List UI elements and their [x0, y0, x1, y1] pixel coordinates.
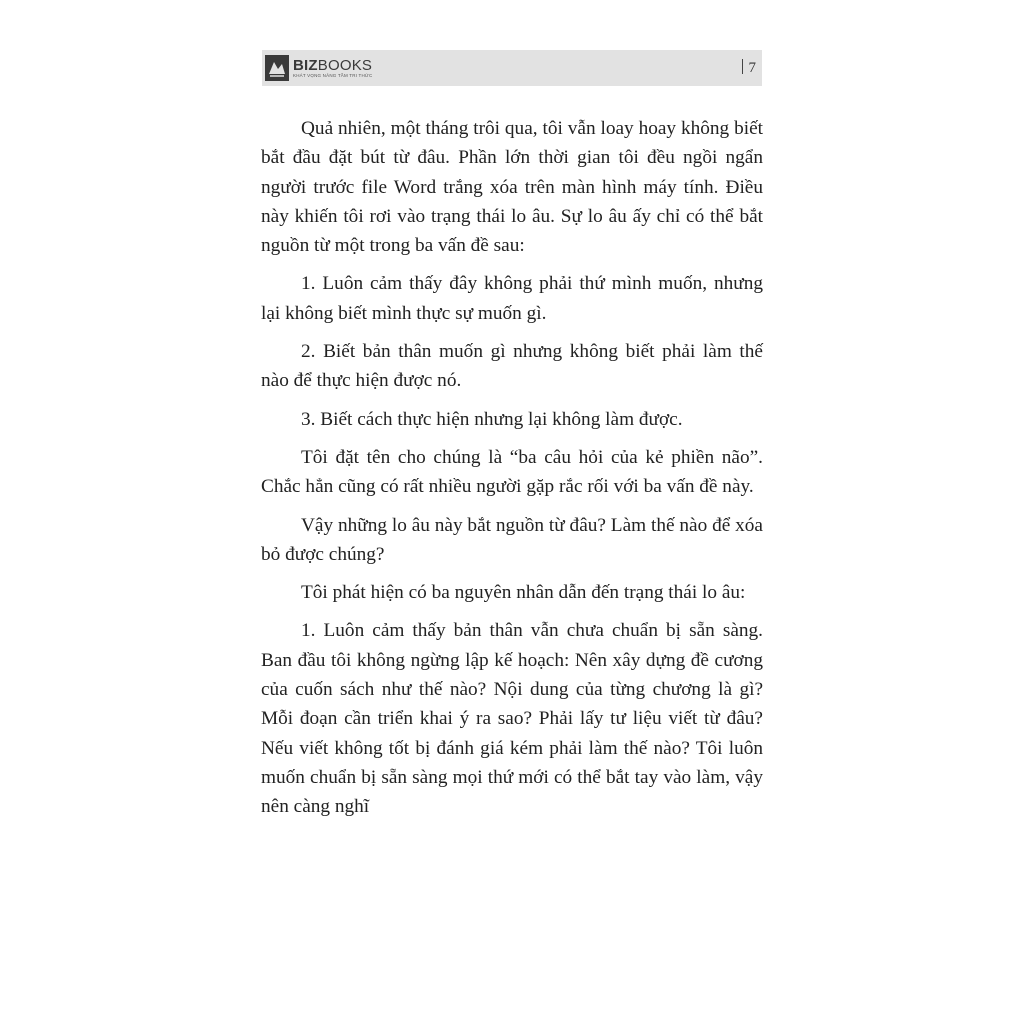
page-body — [261, 114, 763, 831]
brand-regular: BOOKS — [317, 56, 373, 74]
brand-tagline: KHÁT VỌNG NÂNG TẦM TRI THỨC — [293, 72, 373, 78]
paragraph: 2. Biết bản thân muốn gì nhưng không biết phải làm thế nào để thực hiện được nó. — [261, 341, 763, 392]
paragraph: 1. Luôn cảm thấy bản thân vẫn chưa chuẩn bị sẵn sàng. Ban đầu tôi không ngừng lập kế hoạch: Nên xây dựng đề cương của cuốn sách như thế nào? Nội dung của từng chương là gì? Mỗi đoạn cần triển khai ý ra sao? Phải lấy tư liệu viết từ đâu? Nếu viết không tốt bị đánh giá kém phải làm thế nào? Tôi luôn muốn chuẩn bị sẵn sàng mọi thứ mới có thể bắt tay vào làm, vậy nên càng nghĩ — [261, 620, 763, 818]
page-number — [742, 59, 757, 77]
paragraph: 1. Luôn cảm thấy đây không phải thứ mình muốn, nhưng lại không biết mình thực sự muốn gì. — [261, 273, 763, 324]
brand-name — [293, 58, 372, 73]
brand-bold: BIZ — [293, 56, 318, 74]
paragraph: 3. Biết cách thực hiện nhưng lại không làm được. — [301, 408, 683, 430]
paragraph: Tôi phát hiện có ba nguyên nhân dẫn đến trạng thái lo âu: — [301, 582, 746, 604]
page-number-divider — [742, 59, 743, 74]
page-header — [262, 50, 762, 86]
paragraph: Vậy những lo âu này bắt nguồn từ đâu? Làm thế nào để xóa bỏ được chúng? — [261, 514, 763, 565]
paragraph: Quả nhiên, một tháng trôi qua, tôi vẫn loay hoay không biết bắt đầu đặt bút từ đâu. Phần lớn thời gian tôi đều ngồi ngẩn người trước file Word trắng xóa trên màn hình máy tính. Điều này khiến tôi rơi vào trạng thái lo âu. Sự lo âu ấy chỉ có thể bắt nguồn từ một trong ba vấn đề sau: — [261, 118, 763, 257]
book-logo-icon — [265, 55, 289, 81]
paragraph: Tôi đặt tên cho chúng là “ba câu hỏi của kẻ phiền não”. Chắc hẳn cũng có rất nhiều người gặp rắc rối với ba vấn đề này. — [261, 446, 763, 498]
page-number-value: 7 — [748, 60, 756, 76]
bizbooks-logo — [265, 53, 372, 83]
